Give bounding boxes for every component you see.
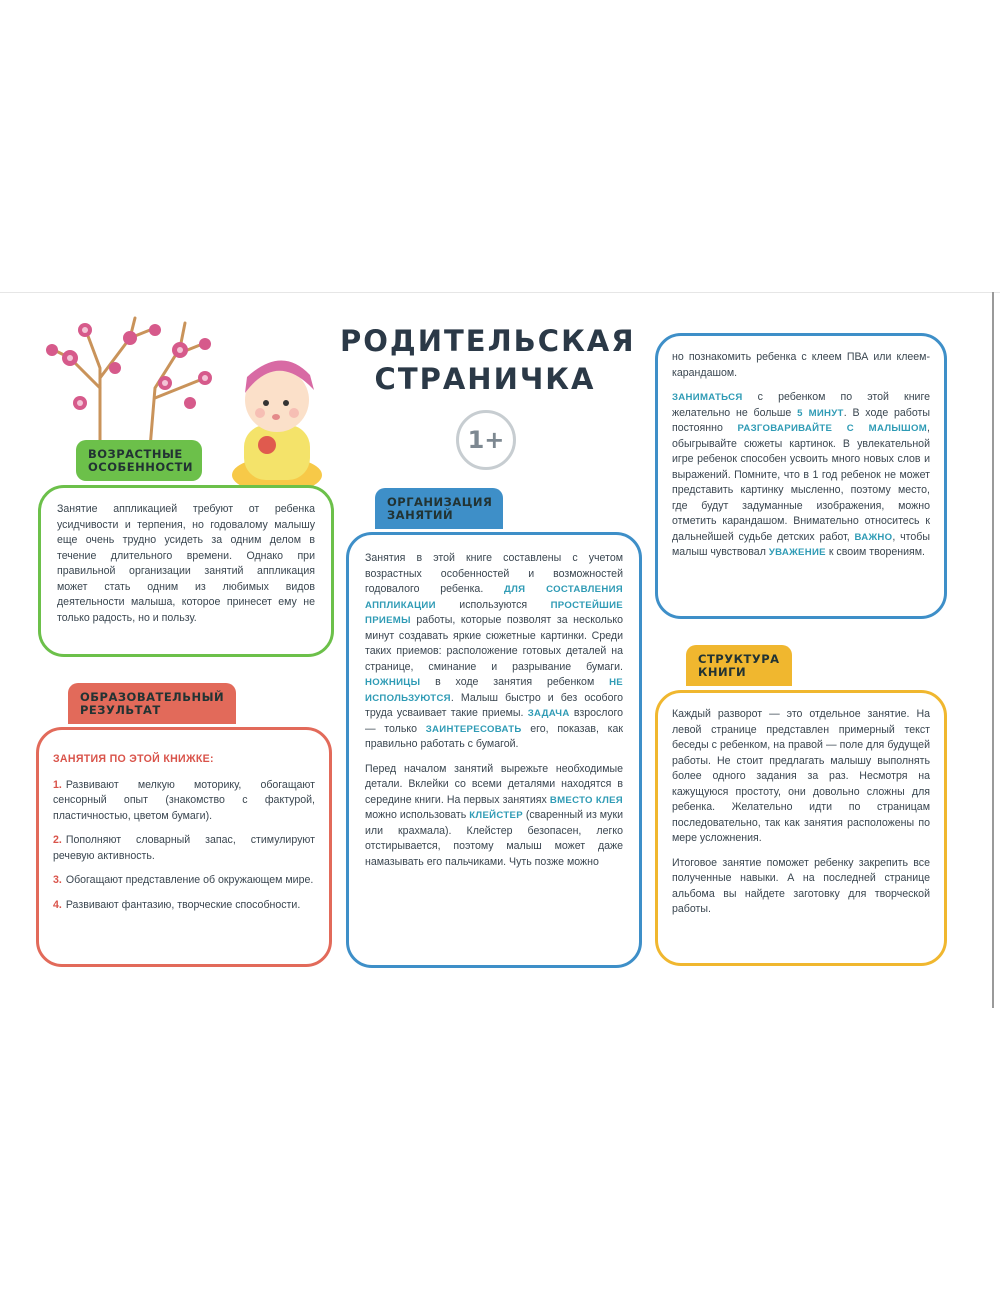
list-item: 4. Развивают фантазию, творческие способности. bbox=[53, 898, 301, 911]
page-title bbox=[340, 322, 636, 398]
list-item: 3. Обогащают представление об окружающем мире. bbox=[53, 874, 314, 886]
recommendations-paragraph-1: но познакомить ребенка с клеем ПВА или клеем-карандашом. bbox=[672, 351, 930, 379]
organization-box bbox=[346, 532, 642, 968]
list-item: 1. Развивают мелкую моторику, обогащают сенсорный опыт (знакомство с фактурой, пластичностью, цветом бумаги). bbox=[53, 778, 315, 822]
structure-tag bbox=[686, 645, 792, 686]
age-features-tag-label: ВОЗРАСТНЫЕ ОСОБЕННОСТИ bbox=[88, 447, 194, 474]
educational-result-tag-label: ОБРАЗОВАТЕЛЬНЫЙ РЕЗУЛЬТАТ bbox=[80, 690, 225, 717]
age-badge: 1+ bbox=[456, 410, 516, 470]
structure-paragraph-2: Итоговое занятие поможет ребенку закрепить все полученные навыки. А на последней странице альбома вы найдете заготовку для творческой работы. bbox=[672, 856, 930, 915]
age-features-text: Занятие аппликацией требуют от ребенка усидчивости и терпения, но годовалому малышу еще очень трудно усидеть за одним делом в течение длительного времени. Однако при правильной организации занятий аппликация может стать одним из любимых видов деятельности малыша, которое принесет ему не только радость, но и пользу. bbox=[57, 503, 315, 624]
age-features-tag bbox=[76, 440, 202, 481]
age-features-box bbox=[38, 485, 334, 657]
organization-paragraph-2: Перед началом занятий вырежьте необходимые детали. Вклейки со всеми деталями находятся в середине книги. На первых занятиях ВМЕСТО КЛЕЯ можно использовать КЛЕЙСТЕР (сваренный из муки или крахмала). Клейстер безопасен, легко отстирывается, поэтому малыш может даже намазывать его пальчиками. Чуть позже можно bbox=[365, 762, 624, 868]
educational-result-box bbox=[36, 727, 332, 967]
baby-illustration bbox=[222, 345, 332, 495]
blossom-branch-illustration bbox=[30, 308, 230, 448]
educational-result-lead: ЗАНЯТИЯ ПО ЭТОЙ КНИЖКЕ: bbox=[53, 753, 214, 765]
educational-result-list bbox=[53, 778, 315, 914]
structure-paragraph-1: Каждый разворот — это отдельное занятие. На левой странице представлен примерный текст беседы с ребенком, на правой — поле для будущей работы. Не стоит предлагать малышу выполнять более одного задания за раз. Несмотря на кажущуюся простоту, они довольно сложны для ребенка. Желательно идти по страницам последовательно, так как занятия расположены по мере усложнения. bbox=[672, 708, 930, 844]
title-line-1: РОДИТЕЛЬСКАЯ bbox=[340, 324, 636, 358]
recommendations-box bbox=[655, 333, 947, 619]
structure-tag-label: СТРУКТУРА КНИГИ bbox=[698, 652, 780, 679]
page-edge bbox=[992, 292, 994, 1008]
title-line-2: СТРАНИЧКА bbox=[374, 362, 596, 396]
list-item: 2. Пополняют словарный запас, стимулируют речевую активность. bbox=[53, 834, 315, 862]
organization-paragraph-1: Занятия в этой книге составлены с учетом возрастных особенностей и возможностей годовалого ребенка. ДЛЯ СОСТАВЛЕНИЯ АППЛИКАЦИИ используются ПРОСТЕЙШИЕ ПРИЕМЫ работы, которые позволят за несколько минут создавать яркие сюжетные картинки. Среди таких приемов: расположение готовых деталей на странице, сминание и разрывание бумаги. НОЖНИЦЫ в ходе занятия ребенком НЕ ИСПОЛЬЗУЮТСЯ. Малыш быстро и без особого труда усваивает такие приемы. ЗАДАЧА взрослого — только ЗАИНТЕРЕСОВАТЬ его, показав, как правильно работать с бумагой. bbox=[365, 552, 624, 750]
organization-tag-label: ОРГАНИЗАЦИЯ ЗАНЯТИЙ bbox=[387, 495, 493, 522]
recommendations-paragraph-2: ЗАНИМАТЬСЯ с ребенком по этой книге желательно не больше 5 МИНУТ. В ходе работы постоянно РАЗГОВАРИВАЙТЕ С МАЛЫШОМ, обыгрывайте сюжеты картинок. В увлекательной игре ребенок способен усвоить много новых слов и выражений. Помните, что в 1 год ребенок не может представить картинку мысленно, поэтому место, где будут задуманные изображения, можно отметить карандашом. Внимательно относитесь к дальнейшей судьбе детских работ, ВАЖНО, чтобы малыш чувствовал УВАЖЕНИЕ к своим творениям. bbox=[672, 391, 930, 558]
organization-tag bbox=[375, 488, 503, 529]
educational-result-tag bbox=[68, 683, 236, 724]
structure-box bbox=[655, 690, 947, 966]
